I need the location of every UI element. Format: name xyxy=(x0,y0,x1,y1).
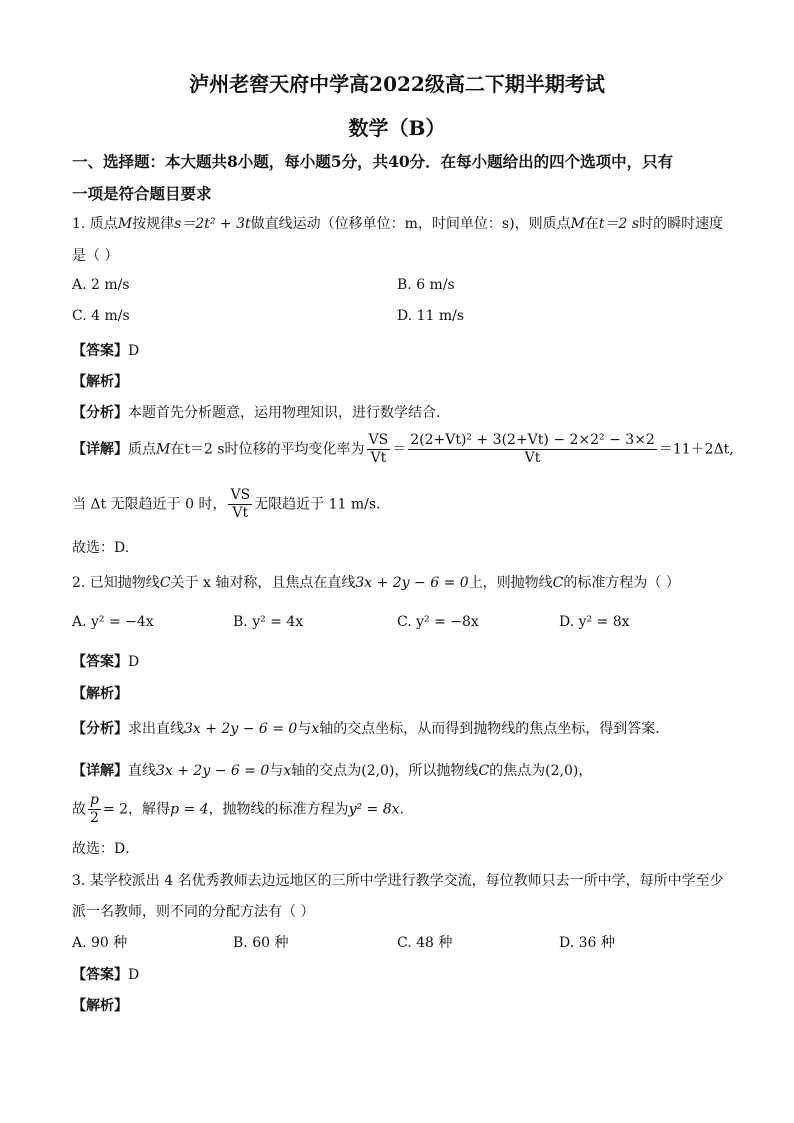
q1-conclusion: 故选：D. xyxy=(72,540,130,556)
q1-stem: 1. 质点M按规律s＝2t² + 3t做直线运动（位移单位：m，时间单位：s)，则质点M在t＝2 s时的瞬时速度 xyxy=(72,216,724,232)
q2-option-c[interactable]: C. y² = −8x xyxy=(397,614,479,630)
q2-option-d[interactable]: D. y² = 8x xyxy=(559,614,630,630)
q2-fenxi: 【分析】求出直线3x + 2y − 6 = 0与x轴的交点坐标，从而得到抛物线的焦点坐标，得到答案. xyxy=(72,721,660,737)
q1-analysis-label: 【解析】 xyxy=(72,374,128,390)
q3-stem-cont: 派一名教师，则不同的分配方法有（ ） xyxy=(72,904,315,920)
q1-option-c[interactable]: C. 4 m/s xyxy=(72,308,130,324)
q3-option-c[interactable]: C. 48 种 xyxy=(397,935,453,951)
q1-option-a[interactable]: A. 2 m/s xyxy=(72,277,130,293)
page-title: 泸州老窖天府中学高2022级高二下期半期考试 xyxy=(189,72,605,96)
q3-analysis-label: 【解析】 xyxy=(72,998,128,1014)
q3-stem: 3. 某学校派出 4 名优秀教师去边远地区的三所中学进行教学交流，每位教师只去一所中学，每所中学至少 xyxy=(72,873,724,889)
section-heading-cont: 一项是符合题目要求 xyxy=(72,184,212,203)
q3-option-d[interactable]: D. 36 种 xyxy=(559,935,615,951)
q1-option-d[interactable]: D. 11 m/s xyxy=(397,308,465,324)
q1-option-b[interactable]: B. 6 m/s xyxy=(397,277,455,293)
q2-option-a[interactable]: A. y² = −4x xyxy=(72,614,154,630)
q2-solution: 故 $\frac{p}{2}$ = 2，解得p = 4，抛物线的标准方程为y² = 8x. xyxy=(72,792,404,826)
q3-answer: 【答案】D xyxy=(72,967,140,983)
q1-stem-cont: 是（ ） xyxy=(72,248,119,264)
q2-option-b[interactable]: B. y² = 4x xyxy=(233,614,304,630)
q3-option-b[interactable]: B. 60 种 xyxy=(233,935,289,951)
section-heading: 一、选择题：本大题共8小题，每小题5分，共40分．在每小题给出的四个选项中，只有 xyxy=(72,152,674,171)
q2-answer: 【答案】D xyxy=(72,654,140,670)
q2-conclusion: 故选：D． xyxy=(72,841,140,857)
q2-analysis-label: 【解析】 xyxy=(72,686,128,702)
q1-answer: 【答案】D xyxy=(72,343,140,359)
q1-fenxi: 【分析】本题首先分析题意，运用物理知识，进行数学结合. xyxy=(72,405,441,421)
q2-detail: 【详解】直线3x + 2y − 6 = 0与x轴的交点为(2,0)，所以抛物线C的焦点为(2,0)， xyxy=(72,763,593,779)
q2-stem: 2. 已知抛物线C关于 x 轴对称，且焦点在直线3x + 2y − 6 = 0上，则抛物线C的标准方程为（ ） xyxy=(72,575,680,591)
q1-detail: 【详解】质点M在t＝2 s时位移的平均变化率为 $\frac{VS}{Vt}$ ＝ $\frac{\text{2(2+Vt)² + 3(2+Vt) − 2×2² − 3×2}}{Vt}$ ＝11＋2Δt, xyxy=(72,432,734,466)
q3-option-a[interactable]: A. 90 种 xyxy=(72,935,128,951)
q1-limit: 当 Δt 无限趋近于 0 时， $\frac{VS}{Vt}$ 无限趋近于 11 m/s. xyxy=(72,487,381,521)
page-subtitle: 数学（B） xyxy=(348,116,446,140)
